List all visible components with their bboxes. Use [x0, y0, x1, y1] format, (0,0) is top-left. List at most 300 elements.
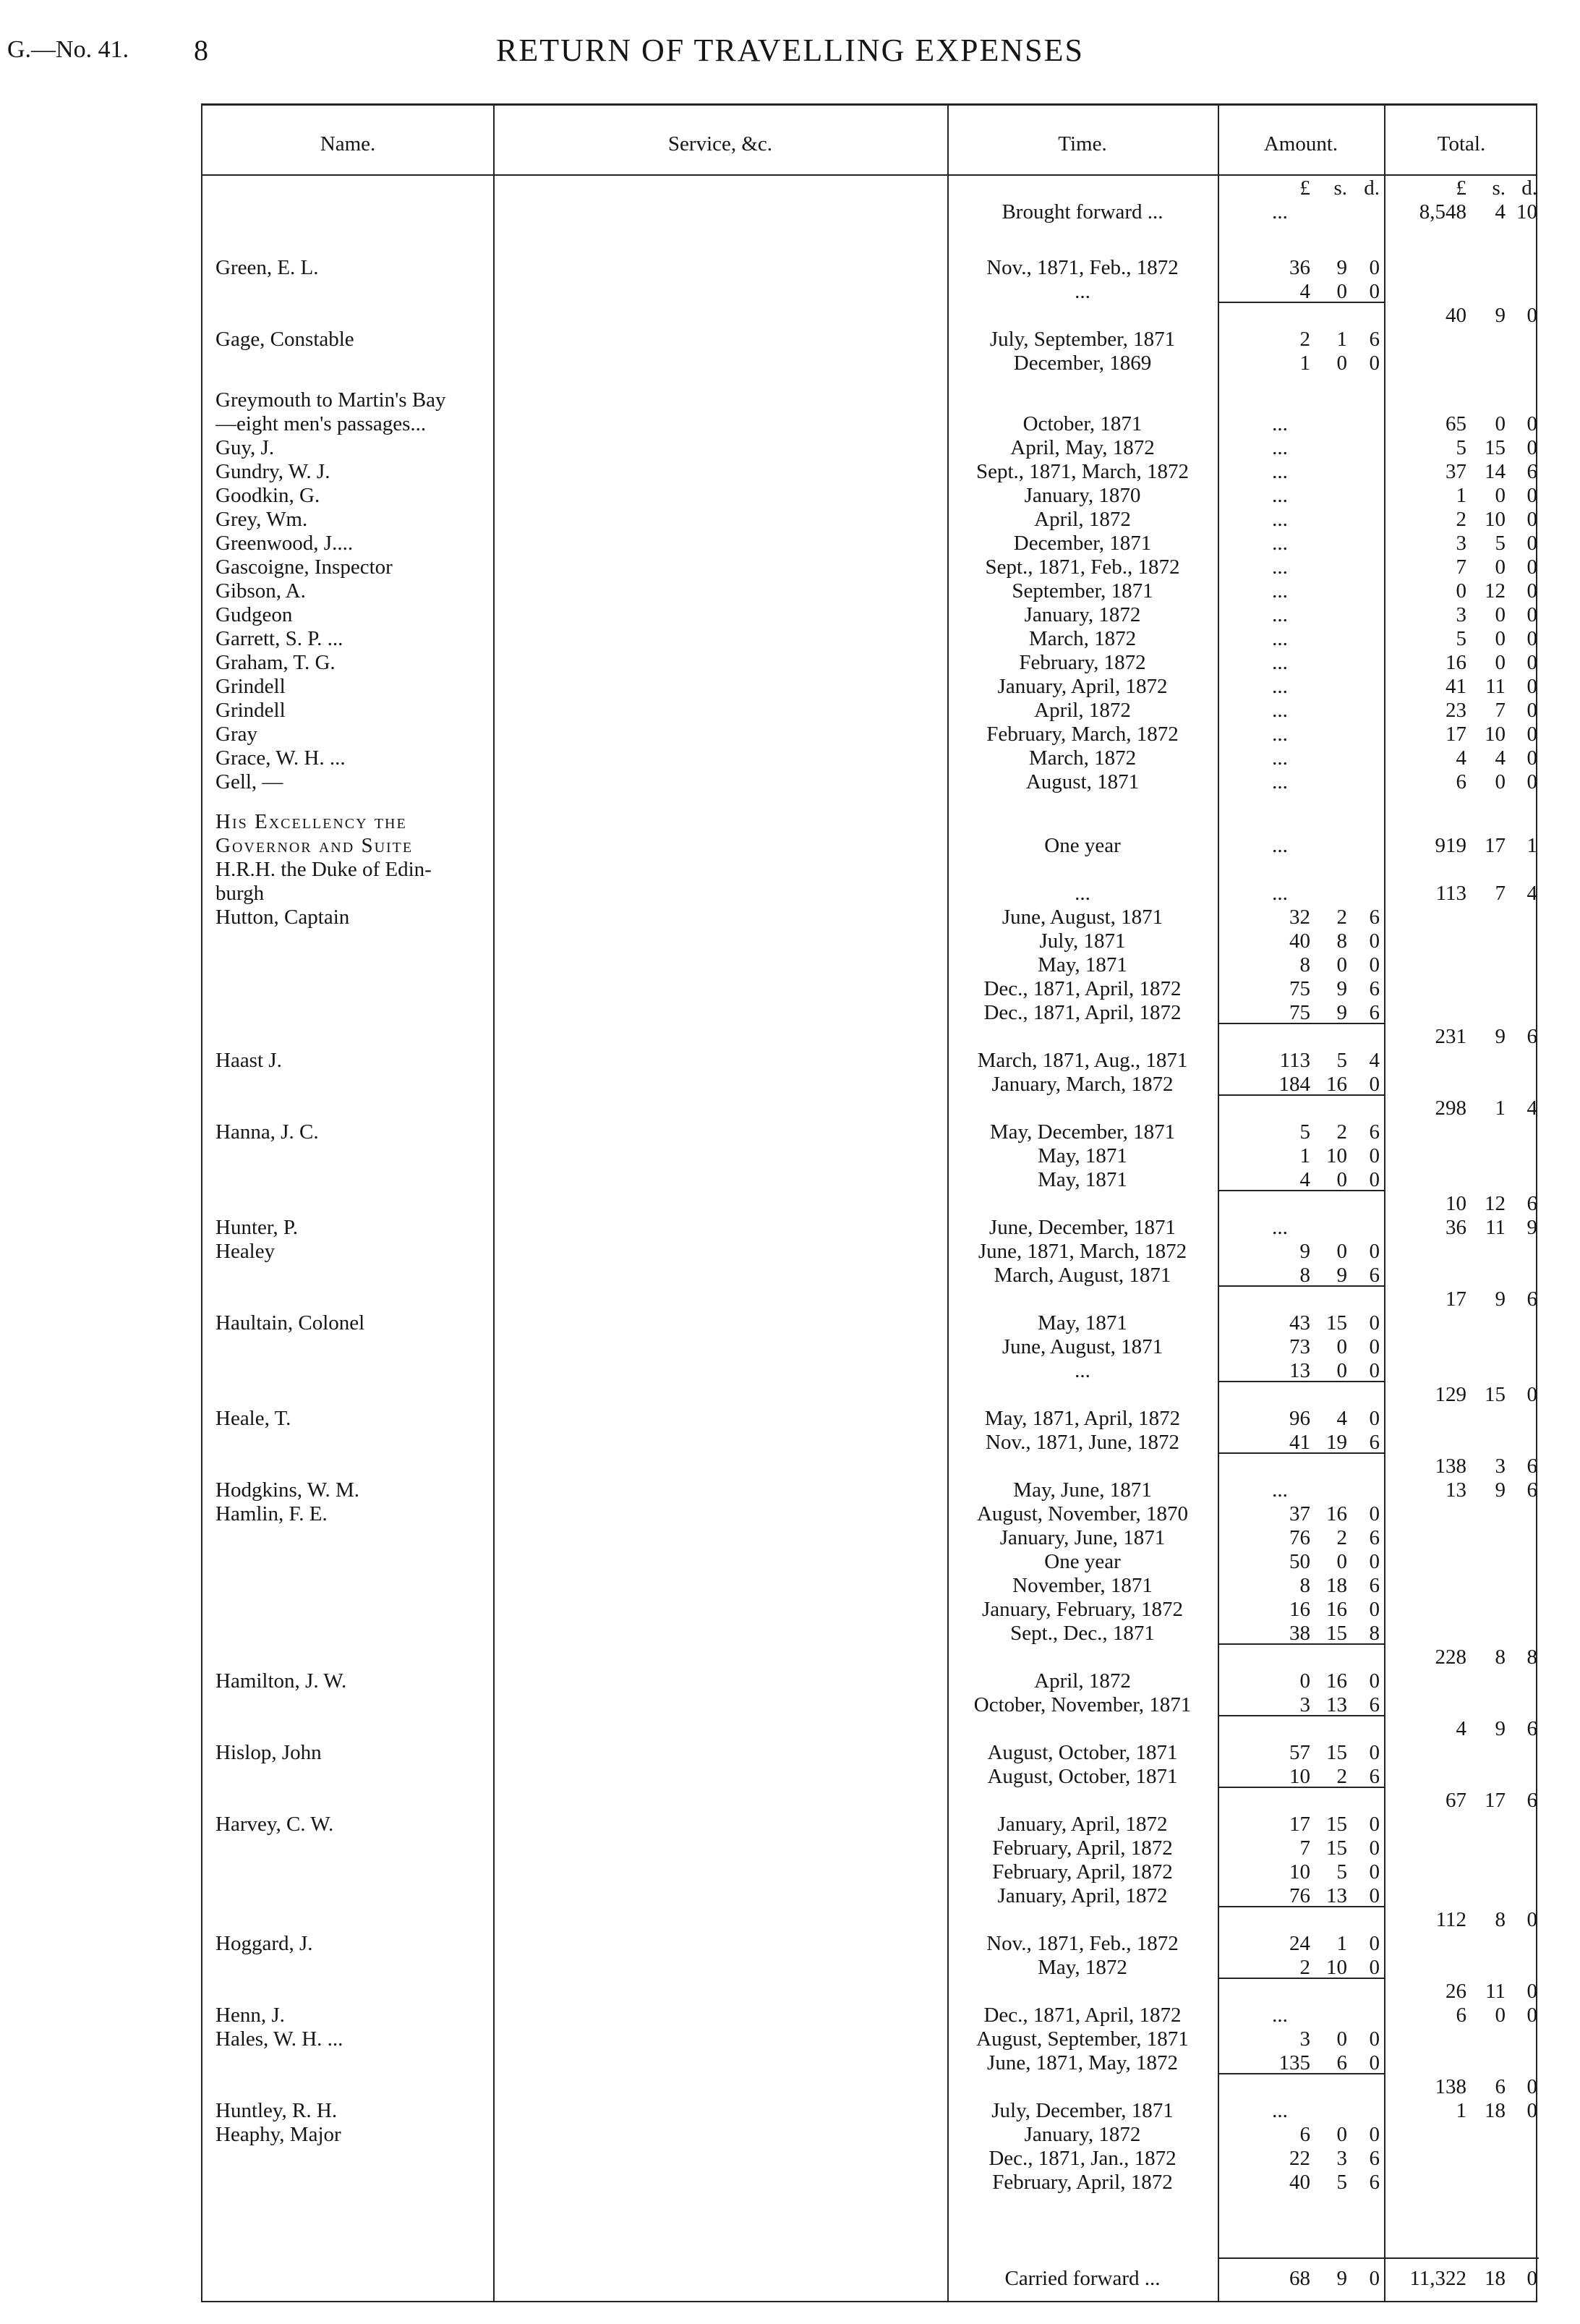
amount-shillings: 15: [1326, 1836, 1347, 1860]
row-time: Sept., 1871, Feb., 1872: [985, 556, 1180, 579]
table-row: [202, 1335, 1539, 1359]
row-name: Garrett, S. P. ...: [215, 627, 343, 650]
amount-pounds: 37: [1289, 1502, 1310, 1525]
row-amount: ...: [1272, 746, 1288, 770]
amount-pounds: 184: [1278, 1073, 1310, 1096]
shillings-unit: s.: [1492, 176, 1506, 200]
row-time: May, 1872: [1038, 1956, 1127, 1979]
total-pence: 0: [1526, 1383, 1537, 1406]
amount-shillings: 2: [1336, 1765, 1347, 1788]
total-pence: 6: [1526, 1789, 1537, 1812]
total-pence: 0: [1526, 532, 1537, 555]
amount-shillings: 3: [1336, 2147, 1347, 2170]
total-shillings: 8: [1495, 1646, 1506, 1669]
row-amount: ...: [1272, 412, 1288, 435]
row-time: May, June, 1871: [1013, 1478, 1152, 1502]
amount-pence: 0: [1369, 1813, 1380, 1836]
subtotal-rule: [1218, 2073, 1384, 2074]
subtotal-rule: [1218, 302, 1384, 303]
amount-pounds: 1: [1299, 1144, 1310, 1167]
table-row: [202, 1740, 1539, 1765]
row-time: Dec., 1871, April, 1872: [983, 1001, 1182, 1024]
total-shillings: 8: [1495, 1908, 1506, 1931]
row-time: January, 1870: [1024, 484, 1141, 507]
row-amount: ...: [1272, 556, 1288, 579]
row-amount: ...: [1272, 2004, 1288, 2027]
row-name: Greenwood, J....: [215, 532, 354, 555]
amount-pence: 0: [1369, 1836, 1380, 1860]
table-row: [202, 2098, 1539, 2123]
table-row: [202, 1191, 1539, 1216]
total-pence: 6: [1526, 1717, 1537, 1740]
row-time: October, 1871: [1022, 412, 1143, 435]
amount-pounds: 75: [1289, 977, 1310, 1000]
subtotal-rule: [1218, 1190, 1384, 1191]
row-time: June, December, 1871: [988, 1216, 1177, 1239]
total-shillings: 0: [1495, 2004, 1506, 2027]
table-row: [202, 905, 1539, 929]
row-name: His Excellency the: [215, 810, 407, 833]
table-row: [202, 857, 1539, 882]
total-pounds: 228: [1435, 1646, 1466, 1669]
table-row: [202, 1406, 1539, 1431]
amount-shillings: 2: [1336, 1526, 1347, 1549]
table-row: [202, 1716, 1539, 1741]
amount-pence: 0: [1369, 1359, 1380, 1382]
total-pounds: 26: [1446, 1980, 1466, 2003]
table-row: [202, 351, 1539, 375]
amount-pence: 0: [1369, 2051, 1380, 2074]
amount-shillings: 10: [1326, 1956, 1347, 1979]
row-amount: ...: [1272, 675, 1288, 698]
table-row: [202, 1764, 1539, 1789]
table-row: [202, 1263, 1539, 1287]
table-row: [202, 1955, 1539, 1980]
total-pence: 6: [1526, 1025, 1537, 1048]
column-header-service: Service, &c.: [667, 132, 773, 156]
column-header-name: Name.: [320, 132, 376, 156]
amount-pence: 6: [1369, 1765, 1380, 1788]
amount-pence: 6: [1369, 1693, 1380, 1716]
row-time: January, 1872: [1024, 603, 1141, 626]
amount-shillings: 4: [1336, 1407, 1347, 1430]
table-row: [202, 626, 1539, 651]
total-pence: 9: [1526, 1216, 1537, 1239]
amount-pence: 4: [1369, 1049, 1380, 1072]
total-pence: 6: [1526, 1287, 1537, 1311]
amount-pounds: 0: [1299, 1669, 1310, 1693]
carried-forward-row: Carried forward ... 68 9 0 11,322 18 0: [202, 2266, 1539, 2291]
amount-pounds: 113: [1279, 1049, 1310, 1072]
row-time: April, May, 1872: [1010, 436, 1155, 459]
row-name: Healey: [215, 1240, 276, 1263]
row-name: Greymouth to Martin's Bay: [215, 388, 446, 412]
row-name: Gage, Constable: [215, 328, 354, 351]
amount-shillings: 5: [1336, 1860, 1347, 1884]
row-name: Governor and Suite: [215, 834, 414, 857]
row-name: burgh: [215, 882, 265, 905]
total-pence: 0: [1526, 651, 1537, 674]
amount-pence: 6: [1369, 2147, 1380, 2170]
table-row: [202, 1502, 1539, 1526]
amount-pounds: 36: [1289, 256, 1310, 279]
amount-pounds: 4: [1299, 1168, 1310, 1191]
row-name: Goodkin, G.: [215, 484, 320, 507]
total-shillings: 0: [1495, 651, 1506, 674]
amount-pounds: 10: [1289, 1860, 1310, 1884]
table-row: [202, 1478, 1539, 1502]
table-row: [202, 2074, 1539, 2099]
total-pounds: 16: [1446, 651, 1466, 674]
row-time: December, 1871: [1013, 532, 1152, 555]
amount-pounds: 13: [1289, 1359, 1310, 1382]
row-amount: ...: [1272, 436, 1288, 459]
amount-pence: 0: [1369, 1598, 1380, 1621]
total-pounds: 40: [1446, 304, 1466, 327]
table-row: [202, 1597, 1539, 1622]
amount-pence: 0: [1369, 1956, 1380, 1979]
table-row: [202, 929, 1539, 953]
amount-pounds: 4: [1299, 280, 1310, 303]
total-pence: 0: [1526, 484, 1537, 507]
row-time: Nov., 1871, Feb., 1872: [986, 1932, 1179, 1955]
row-name: Gibson, A.: [215, 579, 306, 603]
row-time: January, 1872: [1024, 2123, 1141, 2146]
row-time: July, September, 1871: [989, 328, 1176, 351]
page-header: [0, 29, 1580, 80]
amount-shillings: 9: [1336, 1264, 1347, 1287]
subtotal-rule: [1218, 1452, 1384, 1454]
carried-forward-rule: [1218, 2257, 1539, 2259]
total-shillings: 0: [1495, 484, 1506, 507]
total-pounds: 37: [1446, 460, 1466, 483]
total-pence: 6: [1526, 1192, 1537, 1215]
shillings-unit: s.: [1333, 176, 1347, 200]
table-row: [202, 579, 1539, 603]
table-row: [202, 1621, 1539, 1646]
row-name: Haast J.: [215, 1049, 282, 1072]
table-row: [202, 412, 1539, 436]
amount-shillings: 16: [1326, 1502, 1347, 1525]
amount-shillings: 15: [1326, 1311, 1347, 1335]
amount-pence: 0: [1369, 2123, 1380, 2146]
total-pounds: 231: [1435, 1025, 1466, 1048]
total-pence: 0: [1526, 579, 1537, 603]
amount-pence: 8: [1369, 1622, 1380, 1645]
total-shillings: 3: [1495, 1455, 1506, 1478]
total-pence: 0: [1526, 2075, 1537, 2098]
pounds-unit: £: [1456, 176, 1466, 200]
page-title: RETURN OF TRAVELLING EXPENSES: [496, 33, 1084, 68]
row-time: Sept., 1871, March, 1872: [976, 460, 1189, 483]
amount-pounds: 8: [1299, 1264, 1310, 1287]
total-pence: 4: [1526, 882, 1537, 905]
amount-pence: 0: [1369, 929, 1380, 953]
amount-pence: 0: [1369, 1311, 1380, 1335]
table-row: [202, 327, 1539, 352]
table-row: [202, 1836, 1539, 1860]
amount-shillings: 15: [1326, 1741, 1347, 1764]
total-pence: 0: [1526, 304, 1537, 327]
row-time: November, 1871: [1012, 1574, 1153, 1597]
row-amount: ...: [1272, 834, 1288, 857]
amount-shillings: 16: [1326, 1669, 1347, 1693]
total-pounds: 5: [1456, 627, 1466, 650]
amount-pence: 0: [1369, 1335, 1380, 1358]
total-pounds: 13: [1446, 1478, 1466, 1502]
total-shillings: 7: [1495, 699, 1506, 722]
amount-pence: 6: [1369, 328, 1380, 351]
row-name: Hunter, P.: [215, 1216, 299, 1239]
table-row: [202, 1382, 1539, 1407]
total-shillings: 7: [1495, 882, 1506, 905]
table-row: [202, 1669, 1539, 1693]
total-pence: 0: [1526, 556, 1537, 579]
amount-pence: 0: [1369, 256, 1380, 279]
table-row: [202, 279, 1539, 304]
amount-pounds: 135: [1278, 2051, 1310, 2074]
total-shillings: 9: [1495, 1478, 1506, 1502]
total-shillings: 10: [1485, 508, 1506, 531]
total-pence: 0: [1526, 675, 1537, 698]
row-time: May, 1871: [1038, 1144, 1127, 1167]
amount-pence: 6: [1369, 1574, 1380, 1597]
table-row: [202, 2122, 1539, 2147]
amount-pence: 6: [1369, 1431, 1380, 1454]
amount-shillings: 10: [1326, 1144, 1347, 1167]
amount-pence: 0: [1369, 1884, 1380, 1907]
row-time: May, December, 1871: [989, 1120, 1176, 1144]
row-amount: ...: [1272, 651, 1288, 674]
table-row: [202, 1024, 1539, 1049]
column-header-total: Total.: [1437, 132, 1486, 156]
amount-pounds: 41: [1289, 1431, 1310, 1454]
amount-shillings: 9: [1336, 977, 1347, 1000]
table-row: [202, 809, 1539, 834]
total-shillings: 5: [1495, 532, 1506, 555]
amount-shillings: 16: [1326, 1598, 1347, 1621]
total-shillings: 9: [1495, 1287, 1506, 1311]
table-row: [202, 555, 1539, 579]
brought-forward-amount: ...: [1272, 200, 1288, 224]
amount-shillings: 2: [1336, 906, 1347, 929]
amount-shillings: 0: [1336, 1359, 1347, 1382]
amount-pence: 0: [1369, 1168, 1380, 1191]
row-time: January, June, 1871: [999, 1526, 1166, 1549]
table-row: [202, 1693, 1539, 1717]
row-time: February, April, 1872: [992, 2171, 1173, 2194]
row-time: One year: [1044, 834, 1121, 857]
row-time: June, August, 1871: [1002, 1335, 1163, 1358]
amount-shillings: 0: [1336, 280, 1347, 303]
table-row: [202, 698, 1539, 723]
table-row: [202, 1144, 1539, 1168]
total-shillings: 14: [1485, 460, 1506, 483]
total-pounds: 65: [1446, 412, 1466, 435]
total-pounds: 138: [1435, 1455, 1466, 1478]
row-time: July, 1871: [1039, 929, 1126, 953]
row-time: January, April, 1872: [997, 1884, 1168, 1907]
row-name: Haultain, Colonel: [215, 1311, 365, 1335]
amount-shillings: 15: [1326, 1622, 1347, 1645]
amount-pounds: 5: [1299, 1120, 1310, 1144]
row-amount: ...: [1272, 699, 1288, 722]
total-pence: 0: [1526, 627, 1537, 650]
total-pounds: 5: [1456, 436, 1466, 459]
table-row: [202, 531, 1539, 556]
amount-pence: 0: [1369, 1407, 1380, 1430]
amount-pounds: 10: [1289, 1765, 1310, 1788]
total-pence: 0: [1526, 1908, 1537, 1931]
total-shillings: 18: [1485, 2099, 1506, 2122]
table-row: [202, 1907, 1539, 1932]
amount-shillings: 0: [1336, 1240, 1347, 1263]
row-time: February, April, 1872: [992, 1836, 1173, 1860]
amount-shillings: 9: [1336, 256, 1347, 279]
subtotal-rule: [1218, 1787, 1384, 1788]
row-name: Harvey, C. W.: [215, 1813, 334, 1836]
total-pounds: 298: [1435, 1097, 1466, 1120]
amount-shillings: 13: [1326, 1693, 1347, 1716]
row-time: Dec., 1871, Jan., 1872: [988, 2147, 1177, 2170]
row-amount: ...: [1272, 882, 1288, 905]
amount-pounds: 16: [1289, 1598, 1310, 1621]
table-row: [202, 1573, 1539, 1598]
table-row: [202, 1120, 1539, 1144]
amount-shillings: 16: [1326, 1073, 1347, 1096]
row-name: Grindell: [215, 675, 286, 698]
table-top-rule: [202, 103, 1536, 106]
total-shillings: 12: [1485, 579, 1506, 603]
row-time: December, 1869: [1013, 352, 1152, 375]
row-time: October, November, 1871: [973, 1693, 1192, 1716]
amount-pence: 0: [1369, 953, 1380, 976]
amount-shillings: 0: [1336, 1335, 1347, 1358]
row-amount: ...: [1272, 723, 1288, 746]
row-amount: ...: [1272, 2099, 1288, 2122]
row-amount: ...: [1272, 1216, 1288, 1239]
table-row: [202, 1239, 1539, 1264]
total-shillings: 1: [1495, 1097, 1506, 1120]
table-row: [202, 1549, 1539, 1574]
expenses-table: [201, 103, 1537, 2302]
amount-pounds: 3: [1299, 1693, 1310, 1716]
total-pounds: 41: [1446, 675, 1466, 698]
table-row: [202, 1931, 1539, 1956]
table-row: [202, 953, 1539, 977]
total-pounds: 919: [1435, 834, 1466, 857]
amount-pounds: 8: [1299, 1574, 1310, 1597]
row-name: H.R.H. the Duke of Edin-: [215, 858, 432, 881]
row-name: Heaphy, Major: [215, 2123, 341, 2146]
subtotal-rule: [1218, 1643, 1384, 1645]
amount-shillings: 6: [1336, 2051, 1347, 2074]
amount-pounds: 73: [1289, 1335, 1310, 1358]
table-row: [202, 388, 1539, 412]
row-time: May, 1871, April, 1872: [984, 1407, 1181, 1430]
amount-pounds: 57: [1289, 1741, 1310, 1764]
amount-pence: 6: [1369, 977, 1380, 1000]
amount-pounds: 40: [1289, 2171, 1310, 2194]
total-shillings: 0: [1495, 627, 1506, 650]
row-name: Gudgeon: [215, 603, 293, 626]
total-pounds: 67: [1446, 1789, 1466, 1812]
amount-pence: 0: [1369, 1860, 1380, 1884]
amount-pence: 0: [1369, 1932, 1380, 1955]
amount-pence: 6: [1369, 2171, 1380, 2194]
page-number: 8: [194, 34, 208, 67]
amount-shillings: 5: [1336, 1049, 1347, 1072]
row-time: June, 1871, March, 1872: [978, 1240, 1187, 1263]
pounds-unit: £: [1299, 176, 1310, 200]
table-row: [202, 881, 1539, 906]
row-name: Hodgkins, W. M.: [215, 1478, 360, 1502]
total-pence: 0: [1526, 770, 1537, 793]
pence-unit: d.: [1521, 176, 1537, 200]
row-amount: ...: [1272, 603, 1288, 626]
table-row: [202, 2003, 1539, 2027]
row-name: Huntley, R. H.: [215, 2099, 338, 2122]
row-time: May, 1871: [1038, 1311, 1127, 1335]
subtotal-rule: [1218, 1906, 1384, 1907]
row-time: April, 1872: [1034, 699, 1131, 722]
row-amount: ...: [1272, 484, 1288, 507]
total-shillings: 17: [1485, 1789, 1506, 1812]
amount-shillings: 2: [1336, 1120, 1347, 1144]
document-reference: G.—No. 41.: [7, 36, 129, 63]
amount-shillings: 0: [1336, 1550, 1347, 1573]
total-pounds: 10: [1446, 1192, 1466, 1215]
table-row: [202, 2051, 1539, 2075]
total-pence: 4: [1526, 1097, 1537, 1120]
row-time: April, 1872: [1034, 508, 1131, 531]
total-pence: 6: [1526, 1478, 1537, 1502]
amount-shillings: 5: [1336, 2171, 1347, 2194]
amount-pounds: 43: [1289, 1311, 1310, 1335]
table-row: [202, 1167, 1539, 1192]
amount-pounds: 96: [1289, 1407, 1310, 1430]
total-shillings: 0: [1495, 603, 1506, 626]
amount-shillings: 0: [1336, 953, 1347, 976]
table-row: [202, 603, 1539, 627]
table-row: [202, 833, 1539, 858]
row-time: February, April, 1872: [992, 1860, 1173, 1884]
table-row: [202, 1645, 1539, 1669]
amount-pence: 6: [1369, 906, 1380, 929]
subtotal-rule: [1218, 1381, 1384, 1382]
table-row: [202, 1979, 1539, 2004]
amount-pounds: 6: [1299, 2123, 1310, 2146]
row-name: Gundry, W. J.: [215, 460, 330, 483]
row-time: February, March, 1872: [986, 723, 1179, 746]
total-pounds: 36: [1446, 1216, 1466, 1239]
row-amount: ...: [1272, 627, 1288, 650]
amount-pence: 0: [1369, 1741, 1380, 1764]
total-shillings: 12: [1485, 1192, 1506, 1215]
total-pounds: 6: [1456, 2004, 1466, 2027]
amount-pence: 0: [1369, 1502, 1380, 1525]
amount-pence: 0: [1369, 1240, 1380, 1263]
table-row: [202, 483, 1539, 508]
table-row: [202, 1000, 1539, 1025]
row-name: Gell, —: [215, 770, 283, 793]
table-row: [202, 1287, 1539, 1311]
row-time: August, October, 1871: [987, 1741, 1178, 1764]
row-name: Hamilton, J. W.: [215, 1669, 347, 1693]
total-pounds: 3: [1456, 603, 1466, 626]
table-row: [202, 1072, 1539, 1097]
table-row: [202, 1525, 1539, 1550]
